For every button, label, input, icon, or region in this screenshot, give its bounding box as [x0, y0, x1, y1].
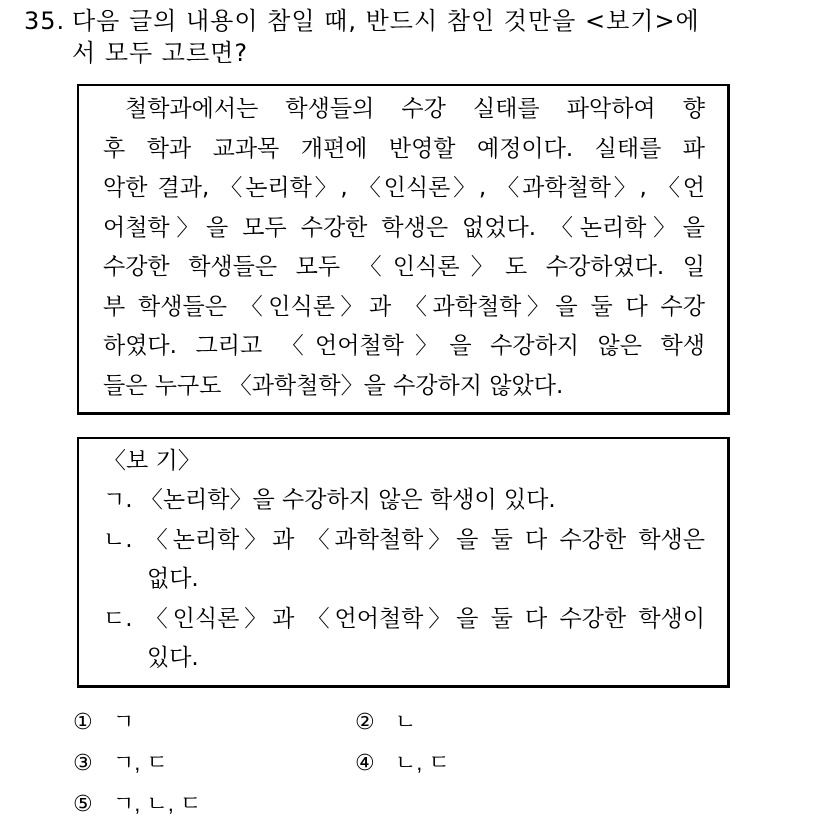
question-stem-line-1	[24, 6, 700, 36]
passage-line: 수강한 학생들은 모두 〈인식론〉도 수강하였다. 일	[103, 254, 705, 280]
bogi-item-3-cont: 있다.	[147, 645, 199, 671]
bogi-item-1	[103, 482, 705, 518]
passage-line: 악한 결과, 〈논리학〉, 〈인식론〉, 〈과학철학〉, 〈언	[103, 175, 705, 201]
choice-text: ㄱ, ㄴ, ㄷ	[113, 791, 202, 816]
choice-2[interactable]	[355, 708, 416, 736]
choice-number: ③	[73, 750, 93, 775]
passage-line: 철학과에서는 학생들의 수강 실태를 파악하여 향	[125, 96, 705, 122]
bogi-item-2-cont: 없다.	[147, 566, 199, 592]
choice-text: ㄱ, ㄷ	[113, 750, 168, 775]
bogi-item-2	[103, 522, 705, 558]
bogi-marker: ㄷ.	[103, 606, 133, 632]
choice-number: ⑤	[73, 791, 93, 816]
bogi-title: 〈보 기〉	[103, 448, 201, 474]
bogi-item-3	[103, 601, 705, 637]
choice-3[interactable]	[73, 749, 168, 777]
bogi-text: 〈논리학〉을 수강하지 않은 학생이 있다.	[139, 487, 556, 513]
bogi-text: 〈인식론〉과 〈언어철학〉을 둘 다 수강한 학생이	[144, 606, 705, 632]
choice-1[interactable]	[73, 708, 134, 736]
choice-number: ①	[73, 709, 93, 734]
bogi-box	[77, 437, 730, 688]
choice-text: ㄴ, ㄷ	[395, 750, 450, 775]
question-stem-line-2: 서 모두 고르면?	[72, 39, 249, 67]
passage-line: 부 학생들은 〈인식론〉과 〈과학철학〉을 둘 다 수강	[103, 294, 705, 320]
choice-number: ④	[355, 750, 375, 775]
passage-line: 들은 누구도 〈과학철학〉을 수강하지 않았다.	[103, 373, 564, 399]
passage-line: 후 학과 교과목 개편에 반영할 예정이다. 실태를 파	[103, 136, 705, 162]
question-text: 다음 글의 내용이 참일 때, 반드시 참인 것만을 <보기>에	[72, 7, 700, 35]
passage-box	[77, 84, 730, 415]
passage-line: 하였다. 그리고 〈언어철학〉을 수강하지 않은 학생	[103, 333, 705, 359]
bogi-marker: ㄴ.	[103, 527, 133, 553]
bogi-marker: ㄱ.	[103, 487, 133, 513]
choice-5[interactable]	[73, 790, 201, 818]
choice-text: ㄴ	[395, 709, 417, 734]
choice-number: ②	[355, 709, 375, 734]
passage-line: 어철학〉을 모두 수강한 학생은 없었다. 〈논리학〉을	[103, 215, 705, 241]
question-number: 35.	[24, 7, 66, 35]
choice-text: ㄱ	[113, 709, 135, 734]
bogi-text: 〈논리학〉과 〈과학철학〉을 둘 다 수강한 학생은	[144, 527, 705, 553]
choice-4[interactable]	[355, 749, 450, 777]
